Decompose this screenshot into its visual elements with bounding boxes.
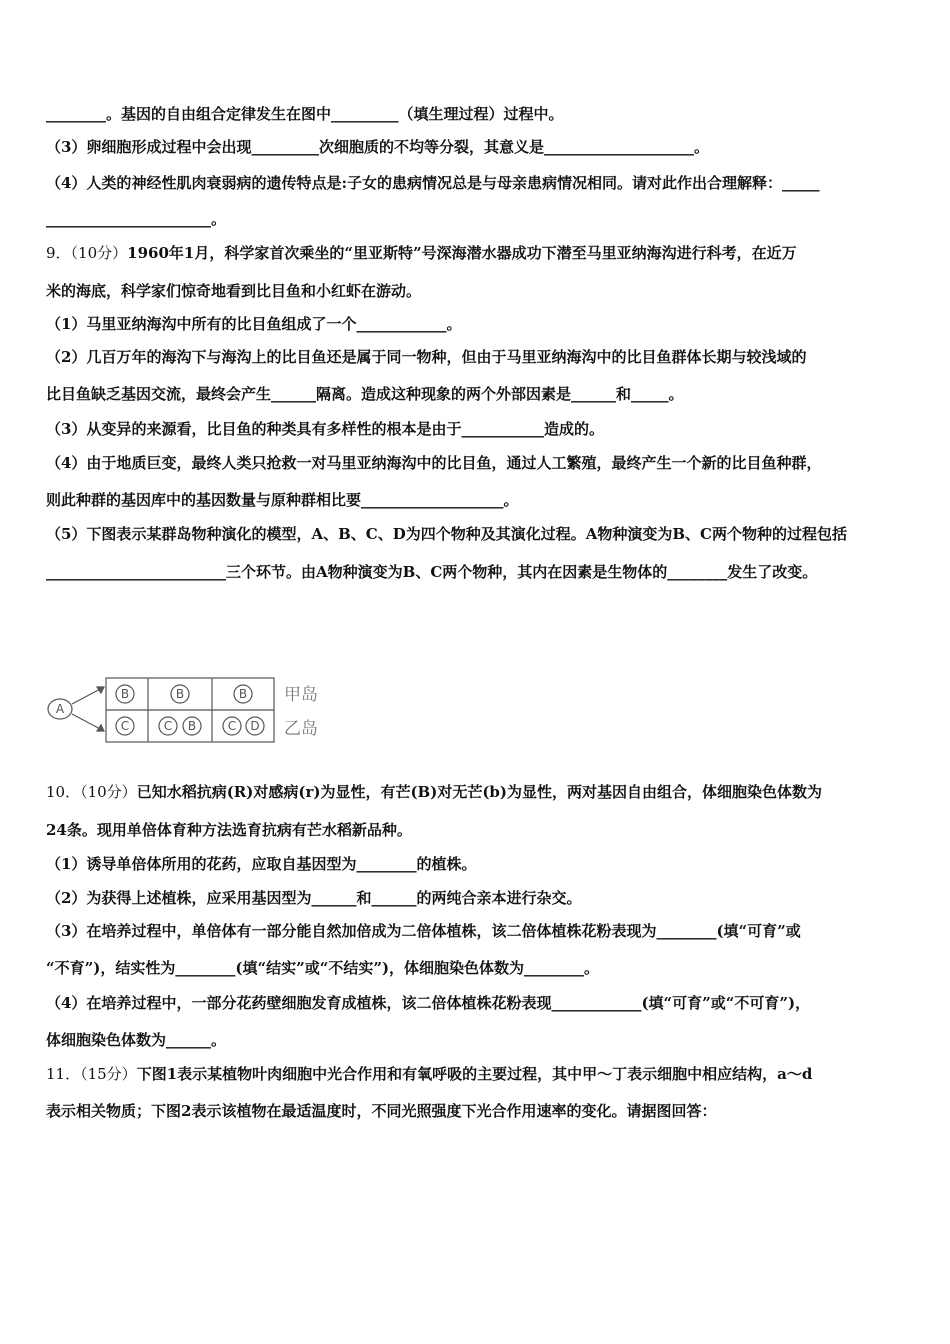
species-label: C [163, 719, 173, 733]
text-line: “不育”)，结实性为________(填“结实”或“不结实”)，体细胞染色体数为________。 [46, 959, 600, 977]
text-line: ______________________。 [46, 210, 227, 228]
species-label: D [250, 719, 260, 733]
text-line: 米的海底，科学家们惊奇地看到比目鱼和小红虾在游动。 [46, 282, 422, 300]
question-10-heading [46, 782, 822, 802]
question-number: 10．（10分） [46, 783, 137, 801]
text-line: （3）从变异的来源看，比目鱼的种类具有多样性的根本是由于___________造成的。 [46, 420, 604, 438]
text-line: ________________________三个环节。由A物种演变为B、C两个物种，其内在因素是生物体的________发生了改变。 [46, 563, 818, 581]
species-a-label: A [55, 702, 65, 716]
text-line: （2）为获得上述植株，应采用基因型为______和______的两纯合亲本进行杂交。 [46, 889, 582, 907]
text-line: （3）在培养过程中，单倍体有一部分能自然加倍成为二倍体植株，该二倍体植株花粉表现为________(填“可育”或 [46, 922, 801, 940]
species-label: B [187, 719, 197, 733]
question-text: 1960年1月，科学家首次乘坐的“里亚斯特”号深海潜水器成功下潜至马里亚纳海沟进行科考，在近万 [127, 244, 797, 262]
species-label: B [120, 687, 130, 701]
text-line: （4）人类的神经性肌肉衰弱病的遗传特点是:子女的患病情况总是与母亲患病情况相同。请对此作出合理解释：_____ [46, 174, 820, 192]
island-top-label: 甲岛 [284, 685, 318, 705]
text-line: （1）诱导单倍体所用的花药，应取自基因型为________的植株。 [46, 855, 477, 873]
text-line: （3）卵细胞形成过程中会出现_________次细胞质的不均等分裂，其意义是____________________。 [46, 138, 709, 156]
species-label: B [238, 687, 248, 701]
species-label: B [175, 687, 185, 701]
text-line: （5）下图表示某群岛物种演化的模型，A、B、C、D为四个物种及其演化过程。A物种演变为B、C两个物种的过程包括 [46, 525, 847, 543]
species-label: C [227, 719, 237, 733]
text-line: （1）马里亚纳海沟中所有的比目鱼组成了一个____________。 [46, 315, 462, 333]
species-label: C [120, 719, 130, 733]
text-line: （4）在培养过程中，一部分花药壁细胞发育成植株，该二倍体植株花粉表现____________(填“可育”或“不可育”)， [46, 994, 811, 1012]
question-number: 9．（10分） [46, 244, 128, 262]
question-11-heading [46, 1064, 812, 1084]
text-line: 则此种群的基因库中的基因数量与原种群相比要___________________。 [46, 491, 519, 509]
text-line: （4）由于地质巨变，最终人类只抢救一对马里亚纳海沟中的比目鱼，通过人工繁殖，最终产生一个新的比目鱼种群， [46, 454, 822, 472]
question-number: 11．（15分） [46, 1065, 137, 1083]
question-9-heading [46, 243, 797, 263]
species-evolution-diagram [44, 676, 344, 746]
text-line: ________。基因的自由组合定律发生在图中_________（填生理过程）过程中。 [46, 105, 564, 123]
text-line: 体细胞染色体数为______。 [46, 1031, 227, 1049]
text-line: 比目鱼缺乏基因交流，最终会产生______隔离。造成这种现象的两个外部因素是______和_____。 [46, 385, 684, 403]
text-line: （2）几百万年的海沟下与海沟上的比目鱼还是属于同一物种，但由于马里亚纳海沟中的比目鱼群体长期与较浅域的 [46, 348, 807, 366]
island-bottom-label: 乙岛 [284, 719, 318, 739]
question-text: 下图1表示某植物叶肉细胞中光合作用和有氧呼吸的主要过程，其中甲～丁表示细胞中相应结构，a～d [136, 1065, 813, 1083]
text-line: 24条。现用单倍体育种方法选育抗病有芒水稻新品种。 [46, 821, 412, 839]
question-text: 已知水稻抗病(R)对感病(r)为显性，有芒(B)对无芒(b)为显性，两对基因自由组合，体细胞染色体数为 [136, 783, 823, 801]
text-line: 表示相关物质；下图2表示该植物在最适温度时，不同光照强度下光合作用速率的变化。请据图回答： [46, 1102, 717, 1120]
